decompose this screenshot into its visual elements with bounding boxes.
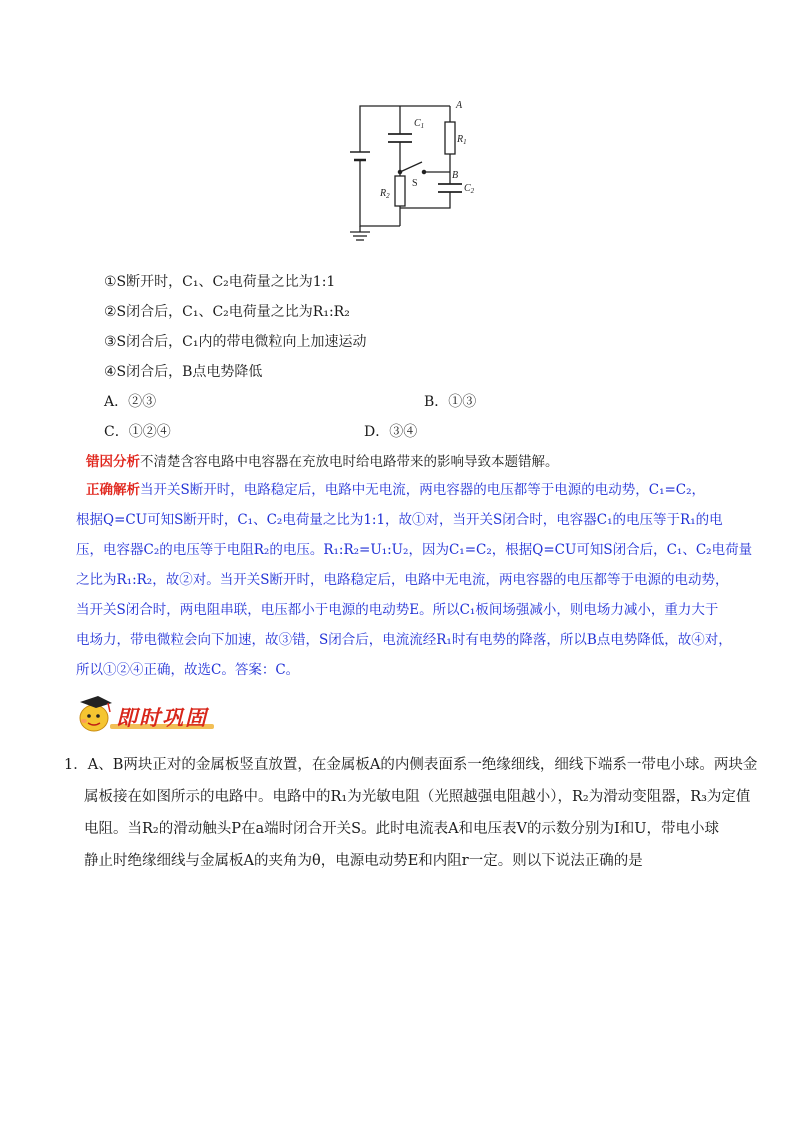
analysis-line-1: 当开关S断开时，电路稳定后，电路中无电流，两电容器的电压都等于电源的电动势，C₁=C₂， [140,482,706,498]
label-C2: $C_2$ [464,183,475,195]
mascot-icon [80,696,112,731]
label-R2: $R_2$ [380,188,390,200]
statement-3: ③S闭合后，C₁内的带电微粒向上加速运动 [104,334,367,350]
analysis-line-6: 电场力，带电微粒会向下加速，故③错，S闭合后，电流流经R₁时有电势的降落，所以B点电势降低，故④对， [76,632,732,648]
label-C1: $C_1$ [414,118,425,130]
question-line-4: 静止时绝缘细线与金属板A的夹角为θ，电源电动势E和内阻r一定。则以下说法正确的是 [84,853,643,869]
option-c: C．①②④ [104,424,171,440]
label-A: A [456,100,463,111]
analysis-line-7: 所以①②④正确，故选C。答案：C。 [76,662,300,678]
option-b: B．①③ [424,394,477,410]
question-line-3: 电阻。当R₂的滑动触头P在a端时闭合开关S。此时电流表A和电压表V的示数分别为I和U，带电小球 [84,821,719,837]
label-B: B [452,170,459,181]
option-d: D．③④ [364,424,418,440]
error-analysis-label: 错因分析 [86,454,140,470]
statement-4: ④S闭合后，B点电势降低 [104,364,263,380]
analysis-line-3: 压，电容器C₂的电压等于电阻R₂的电压。R₁:R₂=U₁:U₂，因为C₁=C₂，根据Q=CU可知S闭合后，C₁、C₂电荷量 [76,542,753,558]
correct-analysis-label: 正确解析 [86,482,140,498]
circuit-diagram [340,96,490,246]
question [64,750,758,870]
banner-title: 即时巩固 [116,706,208,730]
error-analysis-text: 不清楚含容电路中电容器在充放电时给电路带来的影响导致本题错解。 [140,454,559,470]
correct-analysis [76,478,753,694]
label-S: S [412,178,418,189]
question-line-2: 属板接在如图所示的电路中。电路中的R₁为光敏电阻（光照越强电阻越小），R₂为滑动变阻器，R₃为定值 [84,789,751,805]
analysis-line-2: 根据Q=CU可知S断开时，C₁、C₂电荷量之比为1:1，故①对，当开关S闭合时，电容器C₁的电压等于R₁的电 [76,512,723,528]
analysis-line-4: 之比为R₁:R₂，故②对。当开关S断开时，电路稳定后，电路中无电流，两电容器的电压都等于电源的电动势， [76,572,729,588]
statement-1: ①S断开时，C₁、C₂电荷量之比为1:1 [104,274,336,290]
analysis-line-5: 当开关S闭合时，两电阻串联，电压都小于电源的电动势E。所以C₁板间场强减小，则电场力减小，重力大于 [76,602,719,618]
statement-2: ②S闭合后，C₁、C₂电荷量之比为R₁:R₂ [104,304,350,320]
label-R1: $R_1$ [457,134,467,146]
option-a: A．②③ [104,394,157,410]
error-analysis [86,452,559,472]
question-line-1: 1．A、B两块正对的金属板竖直放置，在金属板A的内侧表面系一绝缘细线，细线下端系一带电小球。两块金 [64,757,758,773]
